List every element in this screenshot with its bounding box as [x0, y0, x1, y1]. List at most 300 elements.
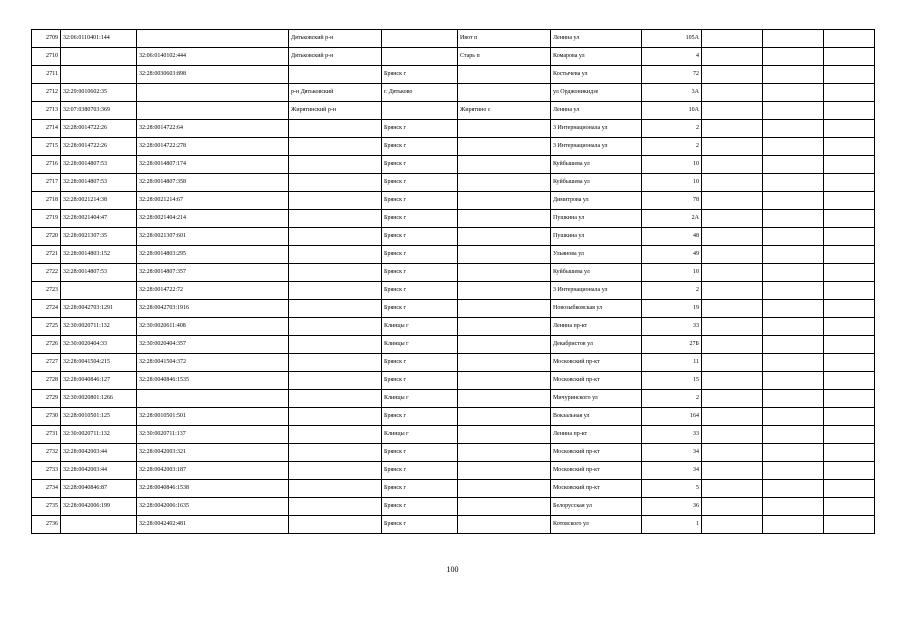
object-cadastral-number-cell — [137, 30, 289, 48]
row-number-cell: 2710 — [32, 48, 61, 66]
settlement-cell — [458, 516, 551, 534]
empty-cell — [824, 498, 875, 516]
cadastral-number-cell: 32:28:0021307:35 — [61, 228, 137, 246]
empty-cell — [702, 318, 763, 336]
row-number-cell: 2730 — [32, 408, 61, 426]
house-number-cell: 10 — [642, 156, 702, 174]
object-cadastral-number-cell: 32:30:0020404:357 — [137, 336, 289, 354]
city-cell: Брянск г — [382, 354, 458, 372]
table-row — [32, 174, 875, 192]
settlement-cell — [458, 282, 551, 300]
object-cadastral-number-cell: 32:28:0041504:372 — [137, 354, 289, 372]
street-cell: Московский пр-кт — [551, 354, 642, 372]
table-row — [32, 138, 875, 156]
house-number-cell: 2 — [642, 138, 702, 156]
house-number-cell: 36 — [642, 498, 702, 516]
empty-cell — [824, 30, 875, 48]
cadastral-number-cell — [61, 66, 137, 84]
empty-cell — [702, 408, 763, 426]
empty-cell — [702, 372, 763, 390]
district-cell — [289, 120, 382, 138]
row-number-cell: 2712 — [32, 84, 61, 102]
street-cell: Новозыбковская ул — [551, 300, 642, 318]
city-cell — [382, 102, 458, 120]
street-cell: Ульянова ул — [551, 246, 642, 264]
table-row — [32, 30, 875, 48]
street-cell: Ленина пр-кт — [551, 318, 642, 336]
city-cell: Брянск г — [382, 138, 458, 156]
settlement-cell — [458, 372, 551, 390]
empty-cell — [763, 318, 824, 336]
cadastral-number-cell — [61, 48, 137, 66]
empty-cell — [702, 246, 763, 264]
district-cell: Дятьковский р-н — [289, 30, 382, 48]
house-number-cell: 11 — [642, 354, 702, 372]
empty-cell — [702, 426, 763, 444]
row-number-cell: 2718 — [32, 192, 61, 210]
district-cell — [289, 66, 382, 84]
district-cell — [289, 426, 382, 444]
district-cell: Дятьковский р-н — [289, 48, 382, 66]
city-cell: Брянск г — [382, 120, 458, 138]
empty-cell — [702, 516, 763, 534]
empty-cell — [763, 282, 824, 300]
row-number-cell: 2736 — [32, 516, 61, 534]
table-row — [32, 354, 875, 372]
empty-cell — [763, 390, 824, 408]
empty-cell — [702, 156, 763, 174]
table-row — [32, 336, 875, 354]
street-cell: Московский пр-кт — [551, 462, 642, 480]
table-row — [32, 66, 875, 84]
row-number-cell: 2732 — [32, 444, 61, 462]
settlement-cell — [458, 84, 551, 102]
city-cell: Брянск г — [382, 210, 458, 228]
city-cell: Клинцы г — [382, 426, 458, 444]
empty-cell — [702, 84, 763, 102]
house-number-cell: 10 — [642, 174, 702, 192]
cadastral-number-cell: 32:30:0020711:132 — [61, 426, 137, 444]
settlement-cell — [458, 318, 551, 336]
settlement-cell — [458, 462, 551, 480]
object-cadastral-number-cell: 32:28:0014803:295 — [137, 246, 289, 264]
district-cell — [289, 390, 382, 408]
district-cell — [289, 282, 382, 300]
table-row — [32, 372, 875, 390]
district-cell — [289, 300, 382, 318]
object-cadastral-number-cell: 32:28:0021214:67 — [137, 192, 289, 210]
house-number-cell: 2 — [642, 120, 702, 138]
district-cell: Жирятинский р-н — [289, 102, 382, 120]
registry-table — [31, 29, 875, 534]
cadastral-number-cell: 32:30:0020801:1266 — [61, 390, 137, 408]
table-row — [32, 516, 875, 534]
cadastral-number-cell: 32:28:0014807:53 — [61, 156, 137, 174]
settlement-cell — [458, 390, 551, 408]
district-cell — [289, 354, 382, 372]
settlement-cell — [458, 156, 551, 174]
object-cadastral-number-cell: 32:28:0040846:1538 — [137, 480, 289, 498]
district-cell — [289, 336, 382, 354]
table-row — [32, 318, 875, 336]
settlement-cell: Жирятино с — [458, 102, 551, 120]
empty-cell — [824, 372, 875, 390]
object-cadastral-number-cell: 32:28:0042703:1916 — [137, 300, 289, 318]
empty-cell — [763, 246, 824, 264]
district-cell — [289, 210, 382, 228]
house-number-cell: 34 — [642, 444, 702, 462]
table-row — [32, 264, 875, 282]
empty-cell — [702, 282, 763, 300]
empty-cell — [824, 210, 875, 228]
settlement-cell — [458, 354, 551, 372]
city-cell: Брянск г — [382, 264, 458, 282]
registry-table-body — [32, 30, 875, 534]
district-cell — [289, 516, 382, 534]
row-number-cell: 2715 — [32, 138, 61, 156]
settlement-cell — [458, 408, 551, 426]
empty-cell — [763, 336, 824, 354]
table-row — [32, 480, 875, 498]
settlement-cell — [458, 138, 551, 156]
row-number-cell: 2727 — [32, 354, 61, 372]
empty-cell — [763, 48, 824, 66]
empty-cell — [763, 300, 824, 318]
object-cadastral-number-cell: 32:28:0042402:481 — [137, 516, 289, 534]
object-cadastral-number-cell: 32:28:0040846:1535 — [137, 372, 289, 390]
empty-cell — [702, 480, 763, 498]
district-cell — [289, 408, 382, 426]
house-number-cell: 72 — [642, 66, 702, 84]
empty-cell — [702, 498, 763, 516]
empty-cell — [824, 462, 875, 480]
object-cadastral-number-cell: 32:28:0014722:278 — [137, 138, 289, 156]
cadastral-number-cell: 32:28:0021404:47 — [61, 210, 137, 228]
settlement-cell — [458, 426, 551, 444]
house-number-cell: 78 — [642, 192, 702, 210]
city-cell — [382, 30, 458, 48]
house-number-cell: 2 — [642, 282, 702, 300]
settlement-cell — [458, 264, 551, 282]
city-cell: Клинцы г — [382, 318, 458, 336]
empty-cell — [763, 120, 824, 138]
empty-cell — [763, 30, 824, 48]
empty-cell — [763, 138, 824, 156]
cadastral-number-cell: 32:28:0014803:152 — [61, 246, 137, 264]
empty-cell — [702, 228, 763, 246]
table-row — [32, 48, 875, 66]
empty-cell — [763, 516, 824, 534]
street-cell: 3 Интернационала ул — [551, 282, 642, 300]
object-cadastral-number-cell: 32:30:0020711:137 — [137, 426, 289, 444]
house-number-cell: 3А — [642, 84, 702, 102]
street-cell: 3 Интернационала ул — [551, 120, 642, 138]
city-cell — [382, 48, 458, 66]
street-cell: Московский пр-кт — [551, 444, 642, 462]
empty-cell — [763, 498, 824, 516]
table-row — [32, 120, 875, 138]
settlement-cell — [458, 498, 551, 516]
district-cell — [289, 498, 382, 516]
street-cell: 3 Интернационала ул — [551, 138, 642, 156]
street-cell: Пушкина ул — [551, 228, 642, 246]
district-cell — [289, 264, 382, 282]
object-cadastral-number-cell: 32:28:0030603:898 — [137, 66, 289, 84]
street-cell: Декабристов ул — [551, 336, 642, 354]
cadastral-number-cell: 32:28:0014722:26 — [61, 138, 137, 156]
cadastral-number-cell: 32:28:0014722:26 — [61, 120, 137, 138]
city-cell: Брянск г — [382, 372, 458, 390]
row-number-cell: 2714 — [32, 120, 61, 138]
object-cadastral-number-cell: 32:28:0014722:64 — [137, 120, 289, 138]
table-row — [32, 246, 875, 264]
row-number-cell: 2720 — [32, 228, 61, 246]
row-number-cell: 2731 — [32, 426, 61, 444]
city-cell: Брянск г — [382, 408, 458, 426]
settlement-cell — [458, 192, 551, 210]
empty-cell — [824, 300, 875, 318]
object-cadastral-number-cell: 32:28:0021404:214 — [137, 210, 289, 228]
table-row — [32, 426, 875, 444]
city-cell: Брянск г — [382, 156, 458, 174]
empty-cell — [824, 156, 875, 174]
empty-cell — [824, 318, 875, 336]
street-cell: Куйбышева ул — [551, 174, 642, 192]
settlement-cell — [458, 444, 551, 462]
empty-cell — [824, 444, 875, 462]
empty-cell — [763, 66, 824, 84]
settlement-cell: Ивот п — [458, 30, 551, 48]
house-number-cell: 33 — [642, 426, 702, 444]
district-cell — [289, 192, 382, 210]
empty-cell — [763, 354, 824, 372]
empty-cell — [824, 102, 875, 120]
empty-cell — [702, 102, 763, 120]
empty-cell — [763, 228, 824, 246]
table-row — [32, 210, 875, 228]
table-row — [32, 390, 875, 408]
object-cadastral-number-cell: 32:28:0014722:72 — [137, 282, 289, 300]
row-number-cell: 2724 — [32, 300, 61, 318]
row-number-cell: 2725 — [32, 318, 61, 336]
row-number-cell: 2726 — [32, 336, 61, 354]
table-row — [32, 462, 875, 480]
row-number-cell: 2716 — [32, 156, 61, 174]
empty-cell — [702, 192, 763, 210]
street-cell: Котовского ул — [551, 516, 642, 534]
street-cell: Комарова ул — [551, 48, 642, 66]
empty-cell — [702, 30, 763, 48]
district-cell — [289, 462, 382, 480]
empty-cell — [702, 264, 763, 282]
row-number-cell: 2717 — [32, 174, 61, 192]
object-cadastral-number-cell: 32:28:0042003:321 — [137, 444, 289, 462]
city-cell: Брянск г — [382, 444, 458, 462]
city-cell: Клинцы г — [382, 336, 458, 354]
street-cell: Ленина ул — [551, 102, 642, 120]
empty-cell — [763, 408, 824, 426]
cadastral-number-cell: 32:28:0041504:215 — [61, 354, 137, 372]
city-cell: Брянск г — [382, 228, 458, 246]
house-number-cell: 27Б — [642, 336, 702, 354]
district-cell — [289, 246, 382, 264]
empty-cell — [824, 174, 875, 192]
settlement-cell: Старь п — [458, 48, 551, 66]
house-number-cell: 19 — [642, 300, 702, 318]
house-number-cell: 5 — [642, 480, 702, 498]
district-cell — [289, 318, 382, 336]
empty-cell — [824, 48, 875, 66]
house-number-cell: 1 — [642, 516, 702, 534]
city-cell: Брянск г — [382, 66, 458, 84]
empty-cell — [763, 156, 824, 174]
empty-cell — [824, 390, 875, 408]
empty-cell — [763, 372, 824, 390]
page-number: 100 — [446, 565, 459, 574]
cadastral-number-cell: 32:06:0110401:144 — [61, 30, 137, 48]
street-cell: Пушкина ул — [551, 210, 642, 228]
empty-cell — [763, 210, 824, 228]
row-number-cell: 2733 — [32, 462, 61, 480]
street-cell: Вокзальная ул — [551, 408, 642, 426]
house-number-cell: 2 — [642, 390, 702, 408]
city-cell: Клинцы г — [382, 390, 458, 408]
empty-cell — [824, 66, 875, 84]
empty-cell — [824, 408, 875, 426]
empty-cell — [824, 228, 875, 246]
row-number-cell: 2719 — [32, 210, 61, 228]
settlement-cell — [458, 228, 551, 246]
cadastral-number-cell — [61, 516, 137, 534]
empty-cell — [702, 48, 763, 66]
row-number-cell: 2713 — [32, 102, 61, 120]
house-number-cell: 2А — [642, 210, 702, 228]
row-number-cell: 2711 — [32, 66, 61, 84]
table-row — [32, 444, 875, 462]
cadastral-number-cell: 32:28:0014807:53 — [61, 174, 137, 192]
row-number-cell: 2721 — [32, 246, 61, 264]
empty-cell — [763, 462, 824, 480]
object-cadastral-number-cell: 32:30:0020611:408 — [137, 318, 289, 336]
object-cadastral-number-cell: 32:28:0021307:601 — [137, 228, 289, 246]
empty-cell — [824, 426, 875, 444]
street-cell: Ленина ул — [551, 30, 642, 48]
row-number-cell: 2734 — [32, 480, 61, 498]
empty-cell — [702, 174, 763, 192]
table-row — [32, 192, 875, 210]
object-cadastral-number-cell: 32:28:0042006:1635 — [137, 498, 289, 516]
empty-cell — [763, 426, 824, 444]
empty-cell — [824, 84, 875, 102]
city-cell: Брянск г — [382, 174, 458, 192]
house-number-cell: 48 — [642, 228, 702, 246]
district-cell — [289, 156, 382, 174]
row-number-cell: 2735 — [32, 498, 61, 516]
street-cell: Белорусская ул — [551, 498, 642, 516]
empty-cell — [702, 210, 763, 228]
house-number-cell: 105А — [642, 30, 702, 48]
house-number-cell: 10 — [642, 264, 702, 282]
cadastral-number-cell: 32:30:0020404:33 — [61, 336, 137, 354]
table-row — [32, 228, 875, 246]
empty-cell — [763, 84, 824, 102]
empty-cell — [702, 120, 763, 138]
street-cell: Куйбышева ул — [551, 156, 642, 174]
table-row — [32, 102, 875, 120]
street-cell: Ленина пр-кт — [551, 426, 642, 444]
house-number-cell: 10А — [642, 102, 702, 120]
empty-cell — [702, 138, 763, 156]
cadastral-number-cell: 32:28:0040846:87 — [61, 480, 137, 498]
table-row — [32, 84, 875, 102]
cadastral-number-cell: 32:29:0010602:35 — [61, 84, 137, 102]
house-number-cell: 164 — [642, 408, 702, 426]
city-cell: Брянск г — [382, 516, 458, 534]
object-cadastral-number-cell — [137, 390, 289, 408]
object-cadastral-number-cell: 32:28:0014807:358 — [137, 174, 289, 192]
street-cell: Московский пр-кт — [551, 372, 642, 390]
city-cell: Брянск г — [382, 282, 458, 300]
cadastral-number-cell: 32:28:0021214:38 — [61, 192, 137, 210]
row-number-cell: 2729 — [32, 390, 61, 408]
cadastral-number-cell: 32:28:0042006:199 — [61, 498, 137, 516]
city-cell: Брянск г — [382, 300, 458, 318]
city-cell: Брянск г — [382, 498, 458, 516]
empty-cell — [824, 336, 875, 354]
object-cadastral-number-cell: 32:06:0140102:444 — [137, 48, 289, 66]
house-number-cell: 49 — [642, 246, 702, 264]
settlement-cell — [458, 174, 551, 192]
object-cadastral-number-cell — [137, 84, 289, 102]
house-number-cell: 34 — [642, 462, 702, 480]
empty-cell — [824, 480, 875, 498]
district-cell — [289, 444, 382, 462]
row-number-cell: 2722 — [32, 264, 61, 282]
object-cadastral-number-cell — [137, 102, 289, 120]
empty-cell — [824, 516, 875, 534]
table-row — [32, 156, 875, 174]
empty-cell — [824, 120, 875, 138]
street-cell: Мичуринского ул — [551, 390, 642, 408]
table-row — [32, 300, 875, 318]
cadastral-number-cell: 32:28:0014807:53 — [61, 264, 137, 282]
city-cell: Брянск г — [382, 192, 458, 210]
table-row — [32, 498, 875, 516]
row-number-cell: 2709 — [32, 30, 61, 48]
city-cell: Брянск г — [382, 462, 458, 480]
city-cell: г. Дятьково — [382, 84, 458, 102]
table-row — [32, 282, 875, 300]
cadastral-number-cell: 32:30:0020711:132 — [61, 318, 137, 336]
settlement-cell — [458, 480, 551, 498]
empty-cell — [824, 282, 875, 300]
empty-cell — [763, 102, 824, 120]
empty-cell — [824, 192, 875, 210]
district-cell — [289, 372, 382, 390]
street-cell: Димитрова ул — [551, 192, 642, 210]
house-number-cell: 4 — [642, 48, 702, 66]
cadastral-number-cell: 32:07:0380703:369 — [61, 102, 137, 120]
empty-cell — [824, 138, 875, 156]
empty-cell — [824, 264, 875, 282]
object-cadastral-number-cell: 32:28:0010501:501 — [137, 408, 289, 426]
settlement-cell — [458, 336, 551, 354]
empty-cell — [702, 66, 763, 84]
empty-cell — [702, 354, 763, 372]
street-cell: Костычева ул — [551, 66, 642, 84]
house-number-cell: 33 — [642, 318, 702, 336]
cadastral-number-cell: 32:28:0042703:1291 — [61, 300, 137, 318]
